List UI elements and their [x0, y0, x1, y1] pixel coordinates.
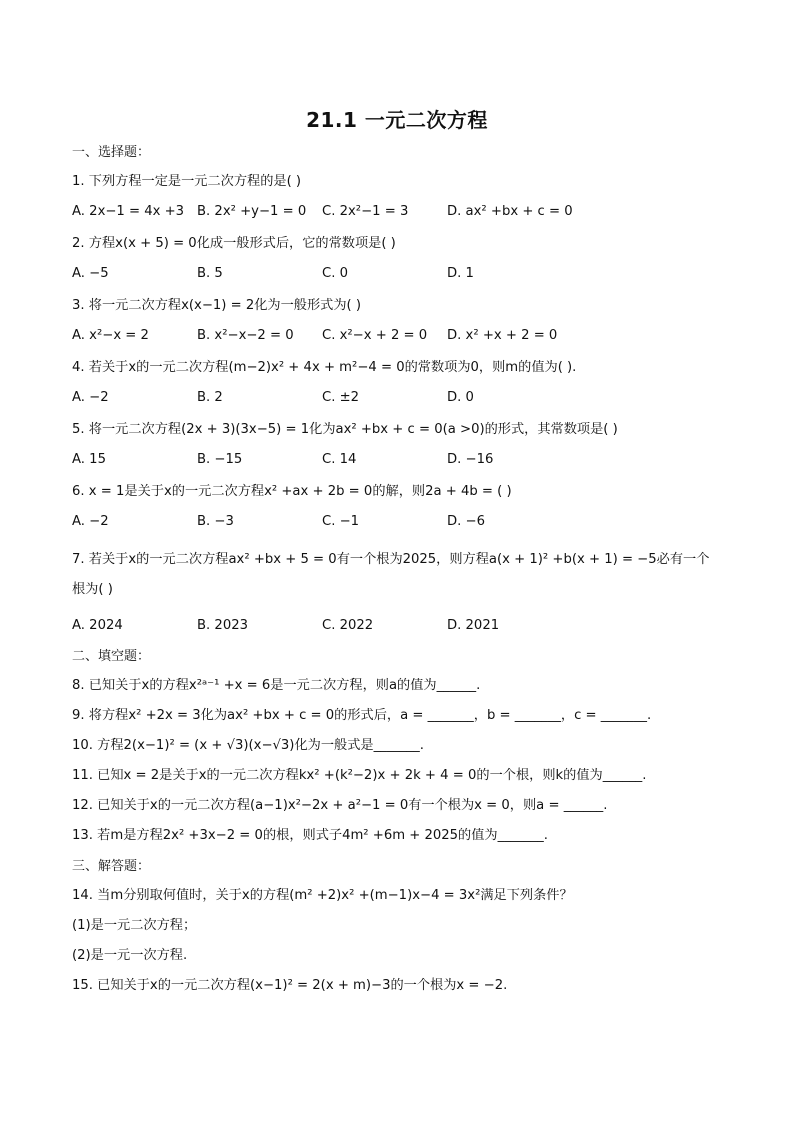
- question-14-part-1: (1)是一元二次方程；: [72, 918, 197, 933]
- question-10: 10. 方程2(x−1)² = (x + √3)(x−√3)化为一般式是_______.: [72, 738, 424, 753]
- question-13: 13. 若m是方程2x² +3x−2 = 0的根，则式子4m² +6m + 2025的值为_______.: [72, 828, 548, 843]
- question-4-option-a: A. −2: [72, 390, 109, 405]
- page-title: 21.1 一元二次方程: [306, 108, 488, 132]
- question-11: 11. 已知x = 2是关于x的一元二次方程kx² +(k²−2)x + 2k + 4 = 0的一个根，则k的值为______.: [72, 768, 647, 783]
- question-2-stem: 2. 方程x(x + 5) = 0化成一般形式后，它的常数项是( ): [72, 236, 396, 251]
- question-6-options: [72, 513, 722, 531]
- question-3-option-b: B. x²−x−2 = 0: [197, 328, 294, 343]
- question-6-stem: 6. x = 1是关于x的一元二次方程x² +ax + 2b = 0的解，则2a + 4b = ( ): [72, 484, 512, 499]
- question-2-option-b: B. 5: [197, 266, 223, 281]
- question-6-option-a: A. −2: [72, 514, 109, 529]
- question-3-option-a: A. x²−x = 2: [72, 328, 149, 343]
- question-7-option-d: D. 2021: [447, 618, 500, 633]
- question-5-option-c: C. 14: [322, 452, 357, 467]
- question-7-options: [72, 617, 722, 635]
- question-1-options: [72, 203, 722, 221]
- question-3-option-d: D. x² +x + 2 = 0: [447, 328, 558, 343]
- question-14-part-2: (2)是一元一次方程.: [72, 948, 188, 963]
- question-1-option-c: C. 2x²−1 = 3: [322, 204, 409, 219]
- question-1-option-d: D. ax² +bx + c = 0: [447, 204, 573, 219]
- question-5-stem: 5. 将一元二次方程(2x + 3)(3x−5) = 1化为ax² +bx + c = 0(a >0)的形式，其常数项是( ): [72, 422, 618, 437]
- question-2-option-d: D. 1: [447, 266, 474, 281]
- section-heading-fill: 二、填空题：: [72, 649, 151, 664]
- question-5-option-d: D. −16: [447, 452, 494, 467]
- question-3-stem: 3. 将一元二次方程x(x−1) = 2化为一般形式为( ): [72, 298, 362, 313]
- question-6-option-c: C. −1: [322, 514, 360, 529]
- section-heading-solve: 三、解答题：: [72, 859, 151, 874]
- question-1-stem: 1. 下列方程一定是一元二次方程的是( ): [72, 174, 302, 189]
- question-2-option-c: C. 0: [322, 266, 348, 281]
- question-3-options: [72, 327, 722, 345]
- document-content: [72, 145, 722, 995]
- question-15: 15. 已知关于x的一元二次方程(x−1)² = 2(x + m)−3的一个根为x = −2.: [72, 978, 508, 993]
- question-5-option-a: A. 15: [72, 452, 106, 467]
- question-3-option-c: C. x²−x + 2 = 0: [322, 328, 428, 343]
- question-6-option-d: D. −6: [447, 514, 485, 529]
- question-4-stem: 4. 若关于x的一元二次方程(m−2)x² + 4x + m²−4 = 0的常数项为0，则m的值为( ).: [72, 360, 577, 375]
- question-14-stem: 14. 当m分别取何值时，关于x的方程(m² +2)x² +(m−1)x−4 = 3x²满足下列条件？: [72, 888, 573, 903]
- section-heading-choice: 一、选择题：: [72, 145, 151, 160]
- question-4-options: [72, 389, 722, 407]
- question-1-option-b: B. 2x² +y−1 = 0: [197, 204, 307, 219]
- question-6-option-b: B. −3: [197, 514, 234, 529]
- question-2-options: [72, 265, 722, 283]
- question-5-options: [72, 451, 722, 469]
- question-4-option-b: B. 2: [197, 390, 223, 405]
- question-9: 9. 将方程x² +2x = 3化为ax² +bx + c = 0的形式后，a = _______，b = _______，c = _______.: [72, 708, 652, 723]
- question-2-option-a: A. −5: [72, 266, 109, 281]
- question-5-option-b: B. −15: [197, 452, 243, 467]
- question-4-option-d: D. 0: [447, 390, 474, 405]
- question-7-option-b: B. 2023: [197, 618, 248, 633]
- question-7-option-a: A. 2024: [72, 618, 123, 633]
- question-4-option-c: C. ±2: [322, 390, 360, 405]
- question-1-option-a: A. 2x−1 = 4x +3: [72, 204, 185, 219]
- question-12: 12. 已知关于x的一元二次方程(a−1)x²−2x + a²−1 = 0有一个根为x = 0，则a = ______.: [72, 798, 608, 813]
- question-7-stem: 7. 若关于x的一元二次方程ax² +bx + 5 = 0有一个根为2025，则方程a(x + 1)² +b(x + 1) = −5必有一个根为( ): [72, 552, 710, 597]
- question-7-option-c: C. 2022: [322, 618, 374, 633]
- question-8: 8. 已知关于x的方程x²ᵃ⁻¹ +x = 6是一元二次方程，则a的值为______.: [72, 678, 481, 693]
